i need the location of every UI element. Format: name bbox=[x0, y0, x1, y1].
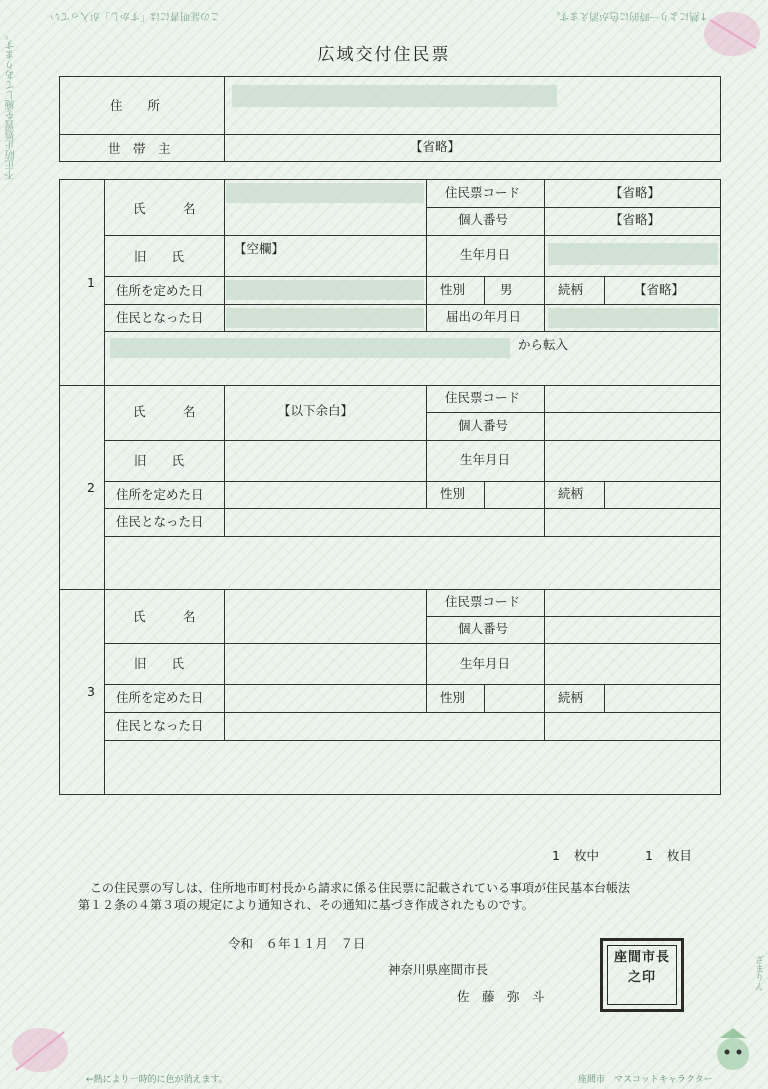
official-seal bbox=[600, 938, 684, 1012]
edge-text-bottom-right: 座間市 マスコットキャラクター bbox=[578, 1075, 713, 1085]
person-1-gender-value: 男 bbox=[500, 282, 513, 297]
decorative-corner-top-right bbox=[696, 6, 762, 62]
person-3-gender-label: 性別 bbox=[440, 690, 466, 705]
decorative-corner-bottom-left bbox=[8, 1018, 74, 1078]
householder-label: 世 帯 主 bbox=[108, 141, 171, 156]
person-1-relation-value: 【省略】 bbox=[634, 282, 685, 297]
person-3-resident-code-label: 住民票コード bbox=[445, 594, 521, 609]
person-2-name-value: 【以下余白】 bbox=[278, 403, 354, 418]
address-redacted bbox=[232, 85, 557, 107]
person-2-personal-number-label: 個人番号 bbox=[458, 418, 509, 433]
issuer-title: 神奈川県座間市長 bbox=[388, 962, 489, 977]
number-column-divider bbox=[104, 179, 105, 795]
person-1-resident-code-label: 住民票コード bbox=[445, 185, 521, 200]
page-count bbox=[552, 850, 692, 863]
issuer-name: 佐 藤 弥 斗 bbox=[457, 989, 545, 1004]
person-2-birth-date-label: 生年月日 bbox=[460, 452, 511, 467]
person-1-notification-date-label: 届出の年月日 bbox=[446, 309, 522, 324]
header-divider bbox=[59, 134, 721, 135]
person-2-name-label: 氏 名 bbox=[133, 404, 196, 419]
edge-text-bottom-left: ←熱により一時的に色が消えます。 bbox=[86, 1075, 228, 1085]
page-current-suffix: 枚目 bbox=[666, 848, 692, 863]
person-2-resident-code-label: 住民票コード bbox=[445, 390, 521, 405]
section-divider-1 bbox=[59, 385, 721, 386]
person-2-number: 2 bbox=[87, 480, 95, 495]
person-3-relation-label: 続柄 bbox=[558, 690, 584, 705]
certification-line-2: 第１２条の４第３項の規定により通知され、その通知に基づき作成されたものです。 bbox=[78, 898, 534, 912]
person-1-former-surname-value: 【空欄】 bbox=[234, 241, 285, 256]
certification-line-1 bbox=[78, 880, 718, 897]
edge-text-left: 不正防止処置を施してあります。 bbox=[6, 30, 17, 180]
official-seal-text: 座間市長之印 bbox=[607, 945, 677, 1005]
person-1-name-label: 氏 名 bbox=[133, 201, 196, 216]
person-1-resident-code-value: 【省略】 bbox=[610, 185, 661, 200]
edge-text-right: ざまりん bbox=[753, 955, 763, 991]
person-1-personal-number-label: 個人番号 bbox=[458, 212, 509, 227]
person-1-gender-label: 性別 bbox=[440, 282, 466, 297]
person-3-name-label: 氏 名 bbox=[133, 609, 196, 624]
person-2-address-date-label: 住所を定めた日 bbox=[116, 487, 204, 502]
page-current: 1 bbox=[644, 848, 653, 863]
person-1-remark: から転入 bbox=[518, 337, 569, 352]
person-2-gender-label: 性別 bbox=[440, 486, 466, 501]
person-3-former-surname-label: 旧 氏 bbox=[134, 656, 185, 671]
person-1-personal-number-value: 【省略】 bbox=[610, 212, 661, 227]
section-divider-2 bbox=[59, 589, 721, 590]
person-2-resident-date-label: 住民となった日 bbox=[116, 514, 204, 529]
person-1-address-date-label: 住所を定めた日 bbox=[116, 283, 204, 298]
person-3-personal-number-label: 個人番号 bbox=[458, 621, 509, 636]
edge-text-top-right: ↑熱により一時的に色が消えます。 bbox=[550, 10, 708, 21]
header-column-divider bbox=[224, 76, 225, 162]
address-label: 住 所 bbox=[110, 98, 161, 113]
person-1-former-surname-label: 旧 氏 bbox=[134, 249, 185, 264]
person-3-birth-date-label: 生年月日 bbox=[460, 656, 511, 671]
person-3-number: 3 bbox=[87, 684, 95, 699]
person-3-address-date-label: 住所を定めた日 bbox=[116, 690, 204, 705]
person-2-former-surname-label: 旧 氏 bbox=[134, 453, 185, 468]
person-1-resident-date-label: 住民となった日 bbox=[116, 310, 204, 325]
edge-text-top-left: この証明書には「すかし」が入ってい bbox=[50, 10, 220, 21]
person-1-relation-label: 続柄 bbox=[558, 282, 584, 297]
mascot-icon bbox=[706, 1024, 760, 1078]
householder-value: 【省略】 bbox=[410, 139, 461, 154]
document-title: 広域交付住民票 bbox=[317, 45, 451, 65]
page-total-suffix: 枚中 bbox=[573, 848, 599, 863]
person-1-number: 1 bbox=[87, 275, 95, 290]
page-total: 1 bbox=[552, 848, 560, 863]
person-1-birth-date-label: 生年月日 bbox=[460, 247, 511, 262]
person-3-resident-date-label: 住民となった日 bbox=[116, 718, 204, 733]
person-2-relation-label: 続柄 bbox=[558, 486, 584, 501]
certification-line-1-text: この住民票の写しは、住所地市町村長から請求に係る住民票に記載されている事項が住民基本台帳法 bbox=[90, 881, 631, 895]
issue-date: 令和 ６年１１月 ７日 bbox=[228, 936, 366, 951]
